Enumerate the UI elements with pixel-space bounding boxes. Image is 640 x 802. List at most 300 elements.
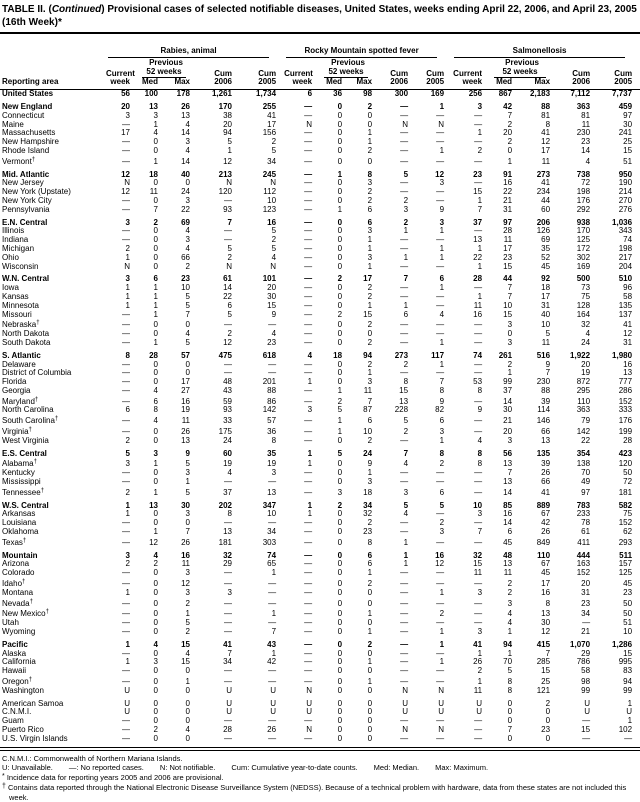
value-cell: 120 xyxy=(218,188,232,197)
table-row xyxy=(0,415,640,426)
value-cell: 5 xyxy=(507,667,513,676)
value-cell: U xyxy=(584,708,591,717)
value-cell: 3 xyxy=(271,469,277,478)
value-cell: 0 xyxy=(185,320,190,330)
value-cell: 1 xyxy=(439,639,445,649)
value-cell: 41 xyxy=(623,320,633,330)
value-cell: 1 xyxy=(337,427,343,437)
value-cell: 4 xyxy=(307,350,313,360)
value-cell: 1 xyxy=(439,146,445,155)
value-cell: U xyxy=(438,708,445,717)
value-cell: 11 xyxy=(181,416,190,426)
value-cell: 67 xyxy=(541,510,551,519)
value-cell: 0 xyxy=(337,244,343,253)
value-cell: — xyxy=(304,436,313,445)
value-cell: 70 xyxy=(503,658,513,667)
value-cell: 91 xyxy=(503,169,513,179)
reporting-area-cell: Massachusetts xyxy=(2,129,56,138)
value-cell: 1 xyxy=(271,649,277,658)
reporting-area-cell: E.S. Central xyxy=(2,448,47,458)
reporting-area-cell: North Carolina xyxy=(2,406,54,415)
table-row xyxy=(0,339,640,348)
value-cell: U xyxy=(124,686,130,695)
value-cell: — xyxy=(122,667,130,676)
value-cell: 18 xyxy=(149,169,158,179)
value-cell: 190 xyxy=(618,179,633,188)
value-cell: 2 xyxy=(271,236,277,245)
value-cell: 0 xyxy=(153,698,158,708)
value-cell: 5 xyxy=(545,330,551,339)
reporting-area-cell: S. Atlantic xyxy=(2,350,41,360)
value-cell: — xyxy=(224,569,232,578)
cum2006-label: 2006 xyxy=(198,78,240,89)
value-cell: 889 xyxy=(536,500,551,510)
value-cell: 2,183 xyxy=(530,89,551,99)
value-cell: 39 xyxy=(541,396,551,406)
value-cell: 3 xyxy=(477,588,483,597)
value-cell: 17 xyxy=(363,274,373,284)
value-cell: 1 xyxy=(153,120,158,129)
value-cell: 202 xyxy=(218,500,232,510)
reporting-area-cell: Indiana xyxy=(2,236,29,245)
value-cell: — xyxy=(268,677,277,686)
table-row xyxy=(0,330,640,339)
reporting-area-cell: Pacific xyxy=(2,639,28,649)
value-cell: 38 xyxy=(223,111,232,120)
value-cell: 15 xyxy=(267,301,277,310)
cum2005-label: 2005 xyxy=(240,78,284,89)
weeks52-label: 52 weeks xyxy=(324,68,368,79)
value-cell: 0 xyxy=(153,244,158,253)
spacer-cell xyxy=(0,68,106,79)
value-cell: — xyxy=(304,101,313,111)
value-cell: — xyxy=(474,619,483,628)
value-cell: 6 xyxy=(367,217,373,227)
value-cell: 1 xyxy=(367,369,373,378)
value-cell: 4 xyxy=(185,146,190,155)
value-cell: 0 xyxy=(185,734,190,743)
value-cell: — xyxy=(400,369,409,378)
max-label: Max xyxy=(520,78,558,89)
value-cell: 459 xyxy=(618,101,633,111)
value-cell: 3 xyxy=(477,628,483,637)
reporting-area-cell: California xyxy=(2,658,36,667)
value-cell: — xyxy=(304,330,313,339)
value-cell: 1 xyxy=(125,510,130,519)
value-cell: 285 xyxy=(536,658,551,667)
value-cell: 0 xyxy=(337,284,343,293)
value-cell: — xyxy=(304,156,313,166)
value-cell: — xyxy=(224,628,232,637)
value-cell: 0 xyxy=(337,560,343,569)
value-cell: 41 xyxy=(541,129,551,138)
value-cell: 15 xyxy=(473,560,483,569)
value-cell: 27 xyxy=(181,386,190,395)
value-cell: 40 xyxy=(181,169,190,179)
value-cell: 52 xyxy=(541,253,551,262)
value-cell: 0 xyxy=(337,667,343,676)
value-cell: 99 xyxy=(623,686,633,695)
value-cell: 14 xyxy=(181,129,190,138)
value-cell: 15 xyxy=(181,639,190,649)
table-row xyxy=(0,236,640,245)
value-cell: — xyxy=(436,598,445,608)
value-cell: 0 xyxy=(337,628,343,637)
value-cell: 0 xyxy=(153,253,158,262)
value-cell: 42 xyxy=(541,519,551,528)
value-cell: 0 xyxy=(367,111,373,120)
value-cell: — xyxy=(474,111,483,120)
value-cell: 8 xyxy=(403,378,409,387)
value-cell: 0 xyxy=(367,156,373,166)
value-cell: 30 xyxy=(267,292,277,301)
value-cell: U xyxy=(124,698,130,708)
value-cell: — xyxy=(582,619,591,628)
value-cell: — xyxy=(122,360,130,369)
reporting-area-cell: Alabama† xyxy=(2,459,37,469)
value-cell: 1 xyxy=(153,310,158,319)
table-row xyxy=(0,458,640,469)
value-cell: 181 xyxy=(218,537,232,547)
value-cell: 17 xyxy=(267,120,277,129)
value-cell: 4 xyxy=(585,330,591,339)
value-cell: 0 xyxy=(367,598,373,608)
value-cell: 48 xyxy=(223,378,232,387)
value-cell: 2 xyxy=(507,588,513,597)
value-cell: 6 xyxy=(125,406,130,415)
value-cell: 4 xyxy=(185,120,190,129)
value-cell: 1 xyxy=(367,244,373,253)
value-cell: — xyxy=(474,427,483,437)
value-cell: — xyxy=(474,284,483,293)
value-cell: 94 xyxy=(623,677,633,686)
value-cell: 35 xyxy=(267,448,277,458)
value-cell: 13 xyxy=(181,111,190,120)
value-cell: 1 xyxy=(439,227,445,236)
week-label: week xyxy=(452,78,490,89)
value-cell: 7,112 xyxy=(570,89,591,99)
value-cell: 93 xyxy=(223,406,232,415)
reporting-area-cell: New Hampshire xyxy=(2,138,59,147)
value-cell: 23 xyxy=(503,253,513,262)
value-cell: 3 xyxy=(307,406,313,415)
table-row xyxy=(0,676,640,687)
reporting-area-cell: W.S. Central xyxy=(2,500,49,510)
value-cell: 128 xyxy=(576,301,591,310)
value-cell: 786 xyxy=(576,658,591,667)
value-cell: — xyxy=(268,369,277,378)
value-cell: 2 xyxy=(367,101,373,111)
value-cell: — xyxy=(304,320,313,330)
value-cell: 1 xyxy=(439,658,445,667)
table-header xyxy=(0,47,640,90)
value-cell: — xyxy=(224,717,232,726)
value-cell: 0 xyxy=(367,120,373,129)
group-title: Salmonellosis xyxy=(454,47,625,58)
value-cell: 0 xyxy=(337,734,343,743)
value-cell: — xyxy=(400,717,409,726)
value-cell: — xyxy=(436,330,445,339)
table-row xyxy=(0,179,640,188)
value-cell: 8 xyxy=(477,459,483,469)
value-cell: 60 xyxy=(541,205,551,214)
value-cell: 3 xyxy=(153,111,158,120)
value-cell: — xyxy=(268,588,277,597)
value-cell: — xyxy=(304,667,313,676)
value-cell: 7 xyxy=(545,369,551,378)
value-cell: 3 xyxy=(367,253,373,262)
value-cell: 292 xyxy=(576,205,591,214)
value-cell: — xyxy=(400,734,409,743)
value-cell: 0 xyxy=(337,598,343,608)
value-cell: 995 xyxy=(618,658,633,667)
value-cell: 0 xyxy=(337,301,343,310)
value-cell: 0 xyxy=(507,734,513,743)
value-cell: 3 xyxy=(185,469,190,478)
value-cell: — xyxy=(400,598,409,608)
value-cell: 1 xyxy=(403,537,409,547)
table-row xyxy=(0,717,640,726)
value-cell: 444 xyxy=(576,550,591,560)
value-cell: 3 xyxy=(185,588,190,597)
value-cell: U xyxy=(124,708,130,717)
value-cell: — xyxy=(122,609,130,619)
value-cell: 2 xyxy=(153,560,158,569)
value-cell: — xyxy=(122,205,130,214)
value-cell: 44 xyxy=(541,196,551,205)
value-cell: — xyxy=(122,310,130,319)
value-cell: 273 xyxy=(536,169,551,179)
reporting-area-cell: New York (Upstate) xyxy=(2,188,71,197)
value-cell: 5 xyxy=(185,459,190,469)
value-cell: 28 xyxy=(503,227,513,236)
value-cell: 8 xyxy=(507,677,513,686)
value-cell: 79 xyxy=(581,416,591,426)
value-cell: 1 xyxy=(477,649,483,658)
previous-label: Previous xyxy=(331,58,365,67)
value-cell: 7 xyxy=(271,628,277,637)
value-cell: — xyxy=(436,510,445,519)
value-cell: 12 xyxy=(623,330,633,339)
value-cell: 1 xyxy=(367,129,373,138)
weeks52-label: 52 weeks xyxy=(494,68,546,79)
table-row xyxy=(0,271,640,284)
value-cell: 3 xyxy=(125,274,130,284)
value-cell: 7 xyxy=(227,649,232,658)
value-cell: 0 xyxy=(367,330,373,339)
value-cell: 0 xyxy=(337,588,343,597)
value-cell: 0 xyxy=(507,146,513,155)
value-cell: 12 xyxy=(435,169,445,179)
value-cell: 0 xyxy=(337,338,343,347)
value-cell: — xyxy=(436,469,445,478)
value-cell: — xyxy=(400,320,409,330)
value-cell: 6 xyxy=(507,528,513,537)
value-cell: 93 xyxy=(223,205,232,214)
table-row xyxy=(0,608,640,619)
value-cell: — xyxy=(400,129,409,138)
value-cell: 0 xyxy=(367,667,373,676)
value-cell: 3 xyxy=(185,138,190,147)
value-cell: 2 xyxy=(271,138,277,147)
value-cell: 10 xyxy=(503,301,513,310)
value-cell: 26 xyxy=(181,427,190,437)
value-cell: 31 xyxy=(503,205,513,214)
value-cell: 0 xyxy=(337,138,343,147)
value-cell: 15 xyxy=(581,725,591,734)
value-cell: 56 xyxy=(503,448,513,458)
value-cell: 1 xyxy=(153,528,158,537)
value-cell: 7 xyxy=(477,205,483,214)
table-row xyxy=(0,254,640,263)
value-cell: 13 xyxy=(503,459,513,469)
value-cell: 511 xyxy=(619,550,633,560)
value-cell: N xyxy=(226,179,232,188)
value-cell: 11 xyxy=(149,188,158,197)
value-cell: 16 xyxy=(503,179,513,188)
value-cell: 12 xyxy=(121,188,130,197)
value-cell: 152 xyxy=(618,519,633,528)
current-label: Current xyxy=(284,68,313,78)
footnote-legend xyxy=(2,763,638,772)
value-cell: 0 xyxy=(153,510,158,519)
value-cell: 13 xyxy=(541,609,551,619)
value-cell: 1 xyxy=(307,500,313,510)
value-cell: — xyxy=(122,717,130,726)
value-cell: 13 xyxy=(623,369,633,378)
value-cell: 0 xyxy=(153,436,158,445)
value-cell: — xyxy=(304,386,313,395)
value-cell: 5 xyxy=(185,487,190,497)
value-cell: U xyxy=(306,708,313,717)
value-cell: — xyxy=(400,478,409,487)
table-row xyxy=(0,658,640,667)
value-cell: 9 xyxy=(545,360,551,369)
value-cell: 1 xyxy=(307,459,313,469)
value-cell: 0 xyxy=(153,427,158,437)
value-cell: 1 xyxy=(439,284,445,293)
value-cell: 72 xyxy=(581,179,591,188)
value-cell: — xyxy=(304,188,313,197)
value-cell: 7 xyxy=(403,448,409,458)
value-cell: 234 xyxy=(536,188,551,197)
value-cell: 0 xyxy=(153,378,158,387)
value-cell: 24 xyxy=(181,188,190,197)
value-cell: 12 xyxy=(149,537,158,547)
value-cell: — xyxy=(268,717,277,726)
value-cell: 17 xyxy=(541,292,551,301)
value-cell: 0 xyxy=(337,196,343,205)
value-cell: — xyxy=(122,478,130,487)
value-cell: — xyxy=(304,284,313,293)
value-cell: 43 xyxy=(223,386,232,395)
table-row xyxy=(0,121,640,130)
value-cell: — xyxy=(400,639,409,649)
value-cell: — xyxy=(122,628,130,637)
value-cell: 4 xyxy=(185,330,190,339)
value-cell: 0 xyxy=(337,550,343,560)
value-cell: 15 xyxy=(503,310,513,319)
reporting-area-cell: Mid. Atlantic xyxy=(2,169,50,179)
value-cell: 1,734 xyxy=(256,89,277,99)
value-cell: 3 xyxy=(507,598,513,608)
value-cell: 41 xyxy=(223,639,232,649)
value-cell: 11 xyxy=(581,120,591,129)
value-cell: 12 xyxy=(121,169,130,179)
value-cell: 11 xyxy=(503,236,513,245)
value-cell: 0 xyxy=(367,619,373,628)
value-cell: — xyxy=(400,292,409,301)
table-row xyxy=(0,311,640,320)
value-cell: 0 xyxy=(337,101,343,111)
value-cell: — xyxy=(224,478,232,487)
value-cell: 58 xyxy=(623,292,633,301)
value-cell: 43 xyxy=(267,639,277,649)
value-cell: 13 xyxy=(223,528,232,537)
value-cell: 10 xyxy=(541,320,551,330)
value-cell: 7 xyxy=(507,284,513,293)
reporting-area-cell: Pennsylvania xyxy=(2,205,50,214)
value-cell: 50 xyxy=(623,609,633,619)
value-cell: — xyxy=(474,579,483,589)
value-cell: — xyxy=(436,292,445,301)
value-cell: 16 xyxy=(267,217,277,227)
reporting-area-cell: U.S. Virgin Islands xyxy=(2,734,68,743)
value-cell: 10 xyxy=(181,284,190,293)
reporting-area-cell: Vermont† xyxy=(2,156,36,166)
value-cell: — xyxy=(474,396,483,406)
value-cell: 10 xyxy=(623,628,633,637)
value-cell: 0 xyxy=(507,717,513,726)
value-cell: 87 xyxy=(363,406,373,415)
value-cell: 2 xyxy=(477,146,483,155)
table-row xyxy=(0,519,640,528)
value-cell: 9 xyxy=(367,459,373,469)
value-cell: — xyxy=(304,519,313,528)
value-cell: 172 xyxy=(576,244,591,253)
value-cell: 0 xyxy=(153,519,158,528)
value-cell: — xyxy=(304,619,313,628)
value-cell: 2 xyxy=(337,396,343,406)
value-cell: — xyxy=(304,569,313,578)
value-cell: — xyxy=(400,330,409,339)
reporting-area-cell: Missouri xyxy=(2,310,32,319)
table-row xyxy=(0,469,640,478)
value-cell: 41 xyxy=(541,487,551,497)
value-cell: — xyxy=(400,469,409,478)
value-cell: 18 xyxy=(541,284,551,293)
value-cell: — xyxy=(474,609,483,619)
table-row xyxy=(0,129,640,138)
value-cell: 22 xyxy=(503,188,513,197)
value-cell: 1 xyxy=(367,569,373,578)
value-cell: N xyxy=(124,262,130,271)
value-cell: — xyxy=(304,338,313,347)
value-cell: 138 xyxy=(576,459,591,469)
reporting-area-cell: Mississippi xyxy=(2,478,41,487)
reporting-area-cell: Washington xyxy=(2,686,44,695)
value-cell: 6 xyxy=(307,89,313,99)
value-cell: 0 xyxy=(153,146,158,155)
value-cell: 58 xyxy=(581,667,591,676)
value-cell: — xyxy=(122,378,130,387)
value-cell: — xyxy=(122,519,130,528)
value-cell: 21 xyxy=(503,416,513,426)
value-cell: 181 xyxy=(618,487,633,497)
value-cell: 3 xyxy=(185,236,190,245)
value-cell: — xyxy=(224,320,232,330)
group-title: Rabies, animal xyxy=(108,47,269,58)
